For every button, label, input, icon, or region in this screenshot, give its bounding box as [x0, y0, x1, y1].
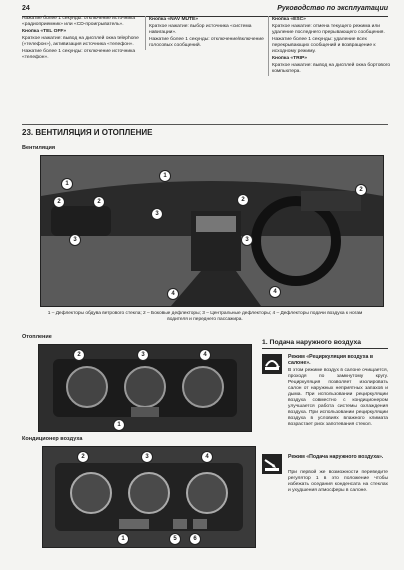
ac-callout: 4 [201, 451, 213, 463]
heater-callout: 3 [137, 349, 149, 361]
col3-title: Кнопка «TRIP» [272, 56, 307, 61]
ac-panel-photo [42, 446, 256, 548]
ac-callout: 2 [77, 451, 89, 463]
col1-title: Кнопка «TEL OFF» [22, 29, 67, 34]
dashboard-photo [40, 155, 384, 307]
mode2-text: При первой же возможности переведите регулятор 1 в это положение чтобы избежать оседания конденсата на стеклах и ухудшения атмосферы в салоне. [288, 470, 388, 493]
page-number: 24 [22, 5, 30, 12]
ac-callout: 3 [141, 451, 153, 463]
col2-text: Нажатие более 1 секунды: отключение/включение голосовых сообщений. [149, 37, 264, 48]
fresh-air-icon [262, 454, 282, 474]
dash-callout: 2 [237, 194, 249, 206]
mode1-title: Режим «Рециркуляция воздуха в салоне». [288, 354, 374, 366]
col2-text: Краткое нажатие: выбор источника «система навигации». [149, 24, 252, 35]
column-3 [268, 16, 392, 76]
mode2-title: Режим «Подача наружного воздуха». [288, 454, 384, 460]
dash-callout: 4 [167, 288, 179, 300]
col1-text: Краткое нажатие: вывод на дисплей окна telephone («телефон»), активизация источника «телефон». [22, 36, 139, 47]
ac-callout: 6 [189, 533, 201, 545]
dash-callout: 3 [151, 208, 163, 220]
ac-label: Кондиционер воздуха [22, 436, 83, 442]
ac-callout: 5 [169, 533, 181, 545]
dash-callout: 3 [69, 234, 81, 246]
dashboard-illustration [41, 156, 383, 306]
column-2 [145, 16, 267, 50]
col1-text: Нажатие более 1 секунды: отключение источника «радиоприемник» или «CD-проигрыватель». [22, 16, 136, 27]
ac-callout: 1 [117, 533, 129, 545]
col3-title: Кнопка «ESC» [272, 17, 306, 22]
heater-callout: 2 [73, 349, 85, 361]
col2-title: Кнопка «NAV MUTE» [149, 17, 199, 22]
dashboard-caption: 1 – Дефлекторы обдува ветрового стекла; 2 – Боковые дефлекторы; 3 – Центральные дефлекторы; 4 – Дефлекторы подачи воздуха к ногам водителя и переднего пассажира. [47, 311, 363, 322]
outside-air-heading: 1. Подача наружного воздуха [262, 339, 388, 349]
dash-callout: 4 [269, 286, 281, 298]
col1-text: Нажатие более 1 секунды: отключение источника «телефон». [22, 49, 136, 60]
section-title: 23. ВЕНТИЛЯЦИЯ И ОТОПЛЕНИЕ [22, 124, 388, 137]
col3-text: Краткое нажатие: вывод на дисплей окна бортового компьютера. [272, 63, 391, 74]
heater-callout: 4 [199, 349, 211, 361]
dash-callout: 1 [159, 170, 171, 182]
mode1-text: В этом режиме воздух в салоне очищается, проходя по замкнутому кругу. Рециркуляция позволяет изолировать салон от наружных неприятных запахов и дыма. При использовании рециркуляции воздуха совместно с кондиционером улучшается работа системы охлаждения воздуха. При использовании рециркуляции воздуха в условиях влажного климата возрастает риск запотевания стекол. [288, 368, 388, 427]
col3-text: Краткое нажатие: отмена текущего режима или удаление последнего прерывающего сообщения. [272, 24, 385, 35]
dash-callout: 1 [61, 178, 73, 190]
dash-callout: 3 [241, 234, 253, 246]
dash-callout: 2 [93, 196, 105, 208]
dash-callout: 2 [355, 184, 367, 196]
col3-text: Нажатие более 1 секунды: удаление всех перекрывающих сообщений и возвращение к исходному режиму. [272, 37, 376, 54]
running-title: Руководство по эксплуатации [277, 5, 388, 12]
ventilation-label: Вентиляция [22, 145, 56, 151]
recirculation-icon [262, 354, 282, 374]
heater-callout: 1 [113, 419, 125, 431]
column-1 [22, 16, 140, 62]
heating-label: Отопление [22, 334, 52, 340]
dash-callout: 2 [53, 196, 65, 208]
heater-panel-photo [38, 344, 252, 432]
